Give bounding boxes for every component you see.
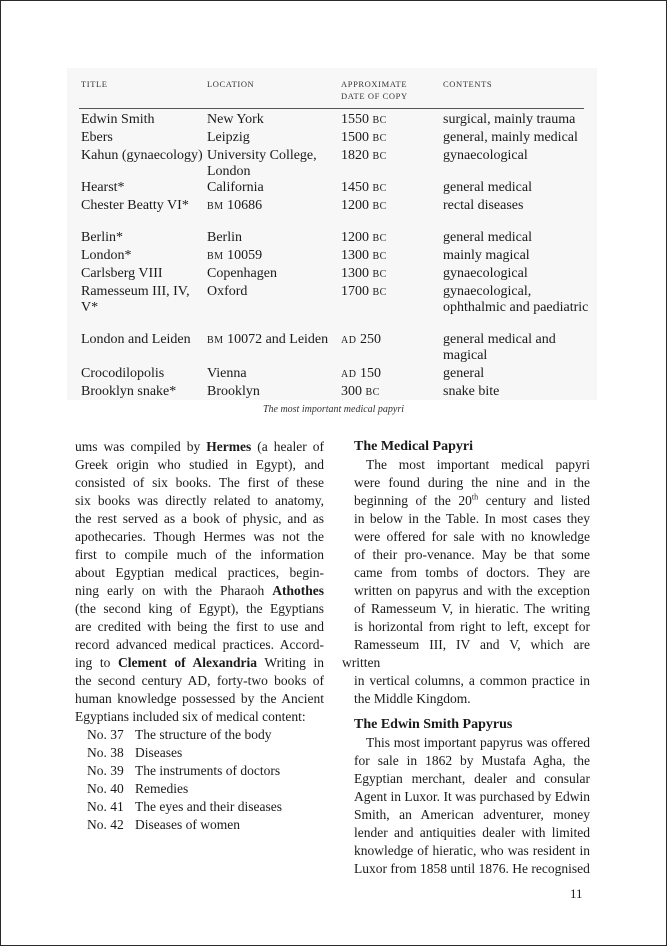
- text-line: Ramesseum III, IV and V, which are written: [342, 637, 590, 670]
- table-row: [67, 112, 597, 130]
- papyrus-location: BM 10072 and Leiden: [207, 332, 329, 347]
- list-item: [75, 780, 324, 798]
- papyrus-location: BM 10686: [207, 198, 263, 213]
- book-number: No. 39: [87, 763, 124, 778]
- paragraph-edwin-smith: [342, 734, 590, 878]
- papyrus-date: 1200 BC: [341, 230, 387, 245]
- text-line: came from tombs of doctors. They are: [354, 565, 590, 580]
- papyrus-date: 1700 BC: [341, 284, 387, 299]
- papyrus-contents: general, mainly medical: [443, 130, 578, 145]
- papyrus-title: Berlin*: [81, 230, 123, 245]
- text-line: of Ramesseum V, in hieratic. The writing: [354, 601, 590, 616]
- text-line: the rest served as a book of physic, and as: [75, 511, 324, 526]
- table-row: [67, 384, 597, 402]
- text-line: ing to Clement of Alexandria Writing in: [75, 655, 324, 670]
- medical-books-list: [75, 726, 324, 834]
- papyrus-title: Ebers: [81, 130, 113, 145]
- book-label: Diseases of women: [135, 817, 240, 832]
- papyrus-contents: gynaecological: [443, 148, 528, 163]
- text-line: ning early on with the Pharaoh Athothes: [75, 583, 324, 598]
- text-line: Egyptian merchant, dealer and consular: [354, 771, 590, 786]
- book-number: No. 37: [87, 727, 124, 742]
- left-column: [75, 438, 324, 834]
- text-line: six books was directly related to anatomy,: [75, 493, 324, 508]
- papyrus-location: New York: [207, 112, 264, 127]
- papyrus-title: Chester Beatty VI*: [81, 198, 189, 213]
- book-label: Diseases: [135, 745, 183, 760]
- papyrus-location: Brooklyn: [207, 384, 260, 399]
- papyrus-title: Edwin Smith: [81, 112, 155, 127]
- table-row: [67, 130, 597, 148]
- header-date-line2: DATE OF COPY: [341, 91, 408, 101]
- list-item: [75, 816, 324, 834]
- papyrus-location: Oxford: [207, 284, 248, 299]
- book-label: Remedies: [135, 781, 189, 796]
- papyrus-location: Copenhagen: [207, 266, 277, 281]
- papyrus-title: London and Leiden: [81, 332, 191, 347]
- papyrus-title: Kahun (gynaecology): [81, 148, 203, 163]
- text-line: the second century AD, forty-two books of: [75, 673, 324, 688]
- papyrus-title: Brooklyn snake*: [81, 384, 177, 399]
- header-contents: CONTENTS: [443, 79, 493, 89]
- papyrus-location: Leipzig: [207, 130, 250, 145]
- papyrus-location: Berlin: [207, 230, 242, 245]
- header-location: LOCATION: [207, 79, 255, 89]
- text-line: the Middle Kingdom.: [354, 691, 471, 706]
- text-line: The most important medical papyri: [366, 457, 590, 472]
- text-line: ums was compiled by Hermes (a healer of: [75, 439, 324, 454]
- text-line: beginning of the 20th century and listed: [354, 492, 590, 508]
- papyri-table: [67, 68, 597, 400]
- papyrus-date: 1300 BC: [341, 266, 387, 281]
- table-body: [67, 112, 597, 402]
- text-line: written on papyrus and with the exception: [354, 583, 590, 598]
- list-item: [75, 726, 324, 744]
- papyrus-date: 300 BC: [341, 384, 380, 399]
- text-line: human knowledge possessed by the Ancient: [75, 691, 324, 706]
- papyrus-title: London*: [81, 248, 132, 263]
- text-line: about Egyptian medical practices, begin-: [75, 565, 324, 580]
- papyrus-date: AD 150: [341, 366, 381, 381]
- papyrus-title: Crocodilopolis: [81, 366, 165, 381]
- papyrus-contents: gynaecological, ophthalmic and paediatric: [443, 284, 589, 315]
- book-label: The structure of the body: [135, 727, 272, 742]
- papyrus-contents: general medical: [443, 230, 533, 245]
- table-row: [67, 198, 597, 230]
- table-row: [67, 248, 597, 266]
- text-line: for sale in 1862 by Mustafa Agha, the: [354, 753, 590, 768]
- text-line: Egyptians included six of medical content:: [75, 709, 306, 724]
- table-rule: [79, 108, 584, 109]
- text-line: lender and antiquities dealer with limited: [354, 825, 590, 840]
- papyrus-contents: general medical and magical: [443, 332, 556, 363]
- papyrus-contents: general: [443, 366, 485, 381]
- text-line: Smith, an American adventurer, money: [354, 807, 590, 822]
- heading-edwin-smith: The Edwin Smith Papyrus: [354, 717, 513, 732]
- papyrus-date: 1300 BC: [341, 248, 387, 263]
- book-label: The instruments of doctors: [135, 763, 281, 778]
- heading-medical-papyri: The Medical Papyri: [354, 439, 473, 454]
- papyrus-date: 1200 BC: [341, 198, 387, 213]
- table-row: [67, 332, 597, 366]
- text-line: is horizontal from right to left, except for: [354, 619, 590, 634]
- list-item: [75, 798, 324, 816]
- papyrus-date: 1550 BC: [341, 112, 387, 127]
- papyrus-date: 1450 BC: [341, 180, 387, 195]
- header-date-line1: APPROXIMATE: [341, 79, 408, 89]
- papyrus-date: AD 250: [341, 332, 381, 347]
- text-line: in vertical columns, a common practice in: [354, 673, 590, 688]
- papyrus-contents: gynaecological: [443, 266, 528, 281]
- text-line: consisted of six books. The first of these: [75, 475, 324, 490]
- text-line: were offered for sale with no knowledge: [354, 529, 590, 544]
- book-number: No. 41: [87, 799, 124, 814]
- table-caption: The most important medical papyri: [262, 404, 405, 415]
- text-line: Luxor from 1858 until 1876. He recognised: [354, 861, 590, 876]
- text-line: knowledge of hieratic, who was resident in: [354, 843, 590, 858]
- table-row: [67, 366, 597, 384]
- book-number: No. 40: [87, 781, 124, 796]
- list-item: [75, 744, 324, 762]
- book-label: The eyes and their diseases: [135, 799, 282, 814]
- papyrus-title: Carlsberg VIII: [81, 266, 163, 281]
- right-column: [342, 438, 590, 878]
- table-row: [67, 284, 597, 332]
- header-title: TITLE: [81, 79, 108, 89]
- list-item: [75, 762, 324, 780]
- papyrus-date: 1500 BC: [341, 130, 387, 145]
- papyrus-title: Hearst*: [81, 180, 125, 195]
- header-date: [341, 78, 408, 102]
- text-line: first to compile much of the information: [75, 547, 324, 562]
- table-row: [67, 230, 597, 248]
- papyrus-location: California: [207, 180, 264, 195]
- text-line: were found during the nine and in the: [354, 475, 590, 490]
- papyrus-title: Ramesseum III, IV, V*: [81, 284, 190, 315]
- text-line: (the second king of Egypt), the Egyptians: [75, 601, 324, 616]
- section-gap: [342, 708, 590, 716]
- table-row: [67, 266, 597, 284]
- papyrus-contents: rectal diseases: [443, 198, 524, 213]
- papyrus-contents: mainly magical: [443, 248, 530, 263]
- paragraph-hermes: [75, 438, 324, 726]
- papyrus-location: University College, London: [207, 148, 317, 179]
- text-line: Agent in Luxor. It was purchased by Edwin: [354, 789, 590, 804]
- text-line: are credited with being the first to use and: [75, 619, 324, 634]
- text-line: Greek origin who studied in Egypt), and: [75, 457, 324, 472]
- paragraph-medical-papyri: [342, 456, 590, 708]
- book-number: No. 38: [87, 745, 124, 760]
- text-line: record advanced medical practices. Accord-: [75, 637, 324, 652]
- papyrus-contents: surgical, mainly trauma: [443, 112, 576, 127]
- papyrus-contents: snake bite: [443, 384, 500, 399]
- papyrus-date: 1820 BC: [341, 148, 387, 163]
- text-line: This most important papyrus was offered: [366, 735, 590, 750]
- page-number: 11: [570, 886, 583, 901]
- text-line: of their pro-venance. May be that some: [354, 547, 590, 562]
- table-row: [67, 148, 597, 180]
- papyrus-location: BM 10059: [207, 248, 263, 263]
- papyrus-location: Vienna: [207, 366, 247, 381]
- text-line: apothecaries. Though Hermes was not the: [75, 529, 324, 544]
- papyrus-contents: general medical: [443, 180, 533, 195]
- table-row: [67, 180, 597, 198]
- text-line: in below in the Table. In most cases they: [354, 511, 590, 526]
- book-number: No. 42: [87, 817, 124, 832]
